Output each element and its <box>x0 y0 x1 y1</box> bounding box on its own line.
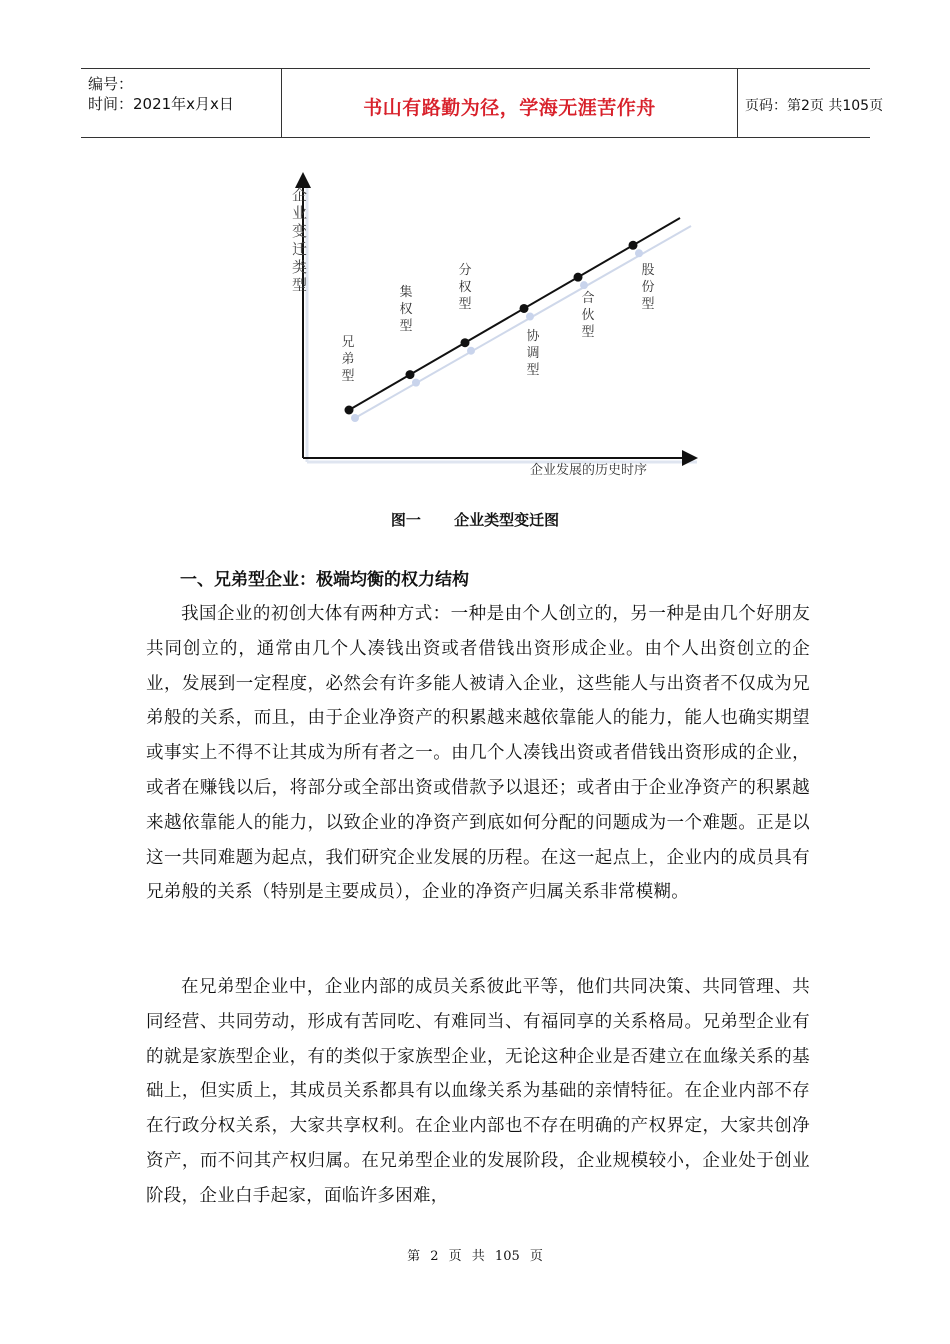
serial-label: 编号： <box>88 75 134 93</box>
header-left-cell <box>81 69 281 137</box>
point-shadow <box>635 249 643 257</box>
page-footer: 第 2 页 共 105 页 <box>407 1249 543 1264</box>
enterprise-type-figure <box>270 170 700 490</box>
paragraph-2: 在兄弟型企业中，企业内部的成员关系彼此平等，他们共同决策、共同管理、共同经营、共同劳动，形成有苦同吃、有难同当、有福同享的关系格局。兄弟型企业有的就是家族型企业，有的类似于家族型企业，无论这种企业是否建立在血缘关系的基础上，但实质上，其成员关系都具有以血缘关系为基础的亲情特征。在企业内部不存在行政分权关系，大家共享权利。在企业内部也不存在明确的产权界定，大家共创净资产，而不问其产权归属。在兄弟型企业的发展阶段，企业规模较小，企业处于创业阶段，企业白手起家，面临许多困难， <box>146 977 810 1206</box>
point-label: 分权型 <box>458 263 472 312</box>
trend-line <box>345 218 681 415</box>
point-shadow <box>412 379 420 387</box>
point-label: 股份型 <box>641 263 655 312</box>
header-right-cell <box>737 69 884 137</box>
header-table <box>81 68 884 138</box>
paragraph-1: 我国企业的初创大体有两种方式：一种是由个人创立的，另一种是由几个好朋友共同创立的，通常由几个人凑钱出资或者借钱出资形成企业。由个人出资创立的企业，发展到一定程度，必然会有许多能人被请入企业，这些能人与出资者不仅成为兄弟般的关系，而且，由于企业净资产的积累越来越依靠能人的能力，能人也确实期望或事实上不得不让其成为所有者之一。由几个人凑钱出资或者借钱出资形成的企业，或者在赚钱以后，将部分或全部出资或借款予以退还；或者由于企业净资产的积累越来越依靠能人的能力，以致企业的净资产到底如何分配的问题成为一个难题。正是以这一共同难题为起点，我们研究企业发展的历程。在这一起点上，企业内的成员具有兄弟般的关系（特别是主要成员），企业的净资产归属关系非常模糊。 <box>146 604 810 903</box>
data-point <box>520 304 529 313</box>
point-label: 集权型 <box>399 285 413 334</box>
data-point <box>629 241 638 250</box>
point-shadow <box>580 281 588 289</box>
data-point <box>574 273 583 282</box>
data-point <box>406 370 415 379</box>
data-point <box>461 338 470 347</box>
point-label: 协调型 <box>526 329 540 378</box>
caption-title: 企业类型变迁图 <box>454 511 560 529</box>
section-heading: 一、兄弟型企业：极端均衡的权力结构 <box>180 570 469 590</box>
y-axis-label: 企业变迁类型 <box>292 186 308 294</box>
point-shadow <box>526 312 534 320</box>
data-point <box>345 406 354 415</box>
x-axis-label: 企业发展的历史时序 <box>530 463 648 478</box>
page-info: 页码：第2页 共105页 <box>745 98 884 114</box>
point-label: 合伙型 <box>581 291 595 340</box>
point-label: 兄弟型 <box>341 335 355 384</box>
point-shadow <box>467 347 475 355</box>
motto: 书山有路勤为径，学海无涯苦作舟 <box>363 97 656 119</box>
header-motto-cell <box>281 69 738 137</box>
figure-caption <box>0 509 950 530</box>
caption-number: 图一 <box>390 511 421 529</box>
figure-svg <box>270 170 700 490</box>
point-shadow <box>351 414 359 422</box>
time-label: 时间：2021年x月x日 <box>88 95 234 113</box>
